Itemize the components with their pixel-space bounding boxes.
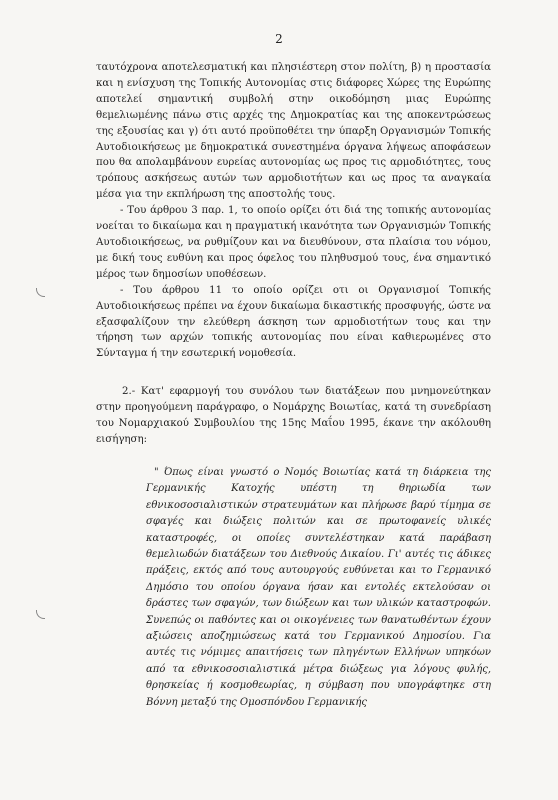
paragraph-continuation: ταυτόχρονα αποτελεσματική και πλησιέστερη στον πολίτη, β) η προστασία και η ενίσχυση της Τοπικής Αυτονομίας στις διάφορες Χώρες της Ευρώπης αποτελεί σημαντική συμβολή στην οικοδόμηση μιας Ευρώπης θεμελιωμένης πάνω στις αρχές της Δημοκρατίας και της αποκεντρώσεως της εξουσίας και γ) ότι αυτό προϋποθέτει την ύπαρξη Οργανισμών Τοπικής Αυτοδιοικήσεως με δημοκρατικά συνεστημένα όργανα λήψεως αποφάσεων που θα απολαμβάνουν ευρείας αυτονομίας ως προς τις αρμοδιότητες, τους τρόπους ασκήσεως αυτών των αρμοδιοτήτων και ως προς τα αναγκαία μέσα για την εκπλήρωση της αποστολής τους.: [96, 62, 491, 201]
margin-mark: [36, 610, 45, 619]
paragraph-article-3: - Του άρθρου 3 παρ. 1, το οποίο ορίζει ότι διά της τοπικής αυτονομίας νοείται το δικαίωμα και η πραγματική ικανότητα των Οργανισμών Τοπικής Αυτοδιοικήσεως, να ρυθμίζουν και να διευθύνουν, στα πλαίσια του νόμου, με δική τους ευθύνη και προς όφελος του πληθυσμού τους, ένα σημαντικό μέρος των δημοσίων υποθέσεων.: [96, 205, 491, 280]
page-number: 2: [275, 32, 283, 46]
margin-mark: [36, 288, 45, 297]
quoted-proposal: [146, 465, 491, 711]
quote-text: " Όπως είναι γνωστό ο Νομός Βοιωτίας κατά τη διάρκεια της Γερμανικής Κατοχής υπέστη τη θηριωδία των εθνικοσοσιαλιστικών στρατευμάτων και πλήρωσε βαρύ τίμημα σε σφαγές και διώξεις πολιτών και σε πρωτοφανείς υλικές καταστροφές, οι οποίες συντελέστηκαν κατά παράβαση θεμελιωδών διατάξεων του Διεθνούς Δικαίου. Γι' αυτές τις άδικες πράξεις, εκτός από τους αυτουργούς ευθύνεται και το Γερμανικό Δημόσιο του οποίου όργανα ήσαν και εντολές εκτελούσαν οι δράστες των σφαγών, των διώξεων και των υλικών καταστροφών. Συνεπώς οι παθόντες και οι οικογένειες των θανατωθέντων έχουν αξιώσεις αποζημιώσεως κατά του Γερμανικού Δημοσίου. Για αυτές τις νόμιμες απαιτήσεις των πληγέντων Ελλήνων υπηκόων από τα εθνικοσοσιαλιστικά μέτρα διώξεως για λόγους φυλής, θρησκείας ή κοσμοθεωρίας, η σύμβαση που υπογράφτηκε στη Βόννη μεταξύ της Ομοσπόνδου Γερμανικής: [146, 467, 491, 708]
section-2-paragraph: 2.- Κατ' εφαρμογή του συνόλου των διατάξεων που μνημονεύτηκαν στην προηγούμενη παράγραφο, ο Νομάρχης Βοιωτίας, κατά τη συνεδρίαση του Νομαρχιακού Συμβουλίου της 15ης Μαΐου 1995, έκανε την ακόλουθη εισήγηση:: [96, 386, 491, 445]
body-text: [96, 60, 491, 448]
paragraph-article-11: - Του άρθρου 11 το οποίο ορίζει οτι οι Οργανισμοί Τοπικής Αυτοδιοικήσεως πρέπει να έχουν δικαίωμα δικαστικής προσφυγής, ώστε να εξασφαλίζουν την ελεύθερη άσκηση των αρμοδιοτήτων τους και την τήρηση των αρχών τοπικής αυτονομίας που είναι καθιερωμένες στο Σύνταγμα ή την εσωτερική νομοθεσία.: [96, 284, 491, 360]
